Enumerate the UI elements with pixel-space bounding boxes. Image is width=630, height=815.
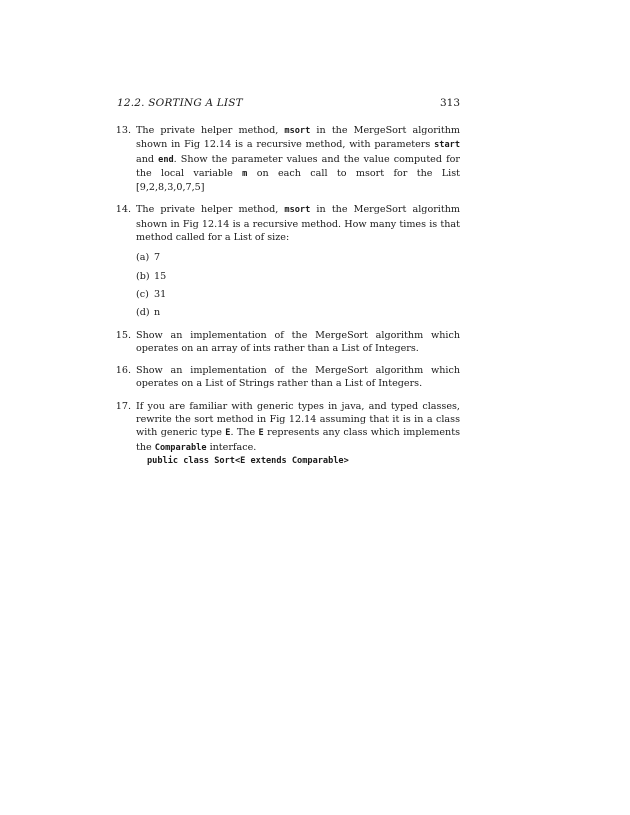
- exercise-number: 16.: [115, 365, 131, 377]
- option-label: (c): [136, 288, 149, 300]
- exercise-text: . The: [230, 427, 259, 439]
- exercise-text: represents any class which implements the: [136, 427, 460, 453]
- exercise-text: interface.: [206, 441, 257, 453]
- code-start: start: [434, 140, 460, 151]
- exercise-text: The private helper method,: [136, 125, 285, 136]
- size-option: [136, 270, 460, 283]
- exercise-text: . Show the parameter values and the value computed for the local variable: [136, 153, 461, 179]
- exercise-number: 13.: [115, 125, 131, 136]
- code-msort: msort: [284, 205, 311, 216]
- option-value: 31: [154, 288, 167, 300]
- exercise-17: [117, 400, 460, 468]
- size-options-list: [136, 251, 460, 319]
- textbook-page: [117, 96, 460, 477]
- exercise-text: The private helper method,: [136, 204, 285, 216]
- exercise-number: 15.: [115, 329, 131, 341]
- code-class-declaration: public class Sort<E extends Comparable>: [147, 455, 349, 466]
- size-option: [136, 306, 460, 319]
- size-option: [136, 251, 460, 264]
- exercise-15: [117, 329, 460, 356]
- exercise-text: on each call to msort for the List [9,2,8,3,0,7,5]: [136, 167, 460, 194]
- exercise-number: 14.: [115, 204, 131, 216]
- code-E: E: [258, 428, 264, 439]
- exercise-number: 17.: [115, 400, 131, 412]
- exercise-text: Show an implementation of the MergeSort algorithm which operates on a List of Strings rather than a List of Integers.: [136, 365, 460, 390]
- option-value: 7: [154, 252, 161, 264]
- option-label: (d): [136, 307, 150, 319]
- code-m: m: [242, 168, 248, 179]
- size-option: [136, 288, 460, 301]
- code-comparable: Comparable: [154, 442, 207, 453]
- option-label: (b): [136, 270, 150, 282]
- exercise-text: Show an implementation of the MergeSort algorithm which operates on an array of ints rather than a List of Integers.: [136, 329, 460, 354]
- option-value: 15: [154, 270, 167, 282]
- exercise-list: [117, 124, 460, 468]
- exercise-text: If you are familiar with generic types in java, and typed classes, rewrite the sort method in Fig 12.14 assuming that it is in a class with generic type: [136, 400, 460, 439]
- running-header: [117, 96, 460, 110]
- code-E: E: [225, 428, 231, 439]
- exercise-14: [117, 203, 460, 319]
- exercise-16: [117, 364, 460, 391]
- exercise-text: in the MergeSort algorithm shown in Fig 12.14 is a recursive method, with parameters: [136, 125, 460, 151]
- code-end: end: [158, 154, 174, 165]
- code-msort: msort: [284, 126, 311, 136]
- exercise-text: in the MergeSort algorithm shown in Fig 12.14 is a recursive method. How many times is that method called for a List of size:: [136, 204, 460, 244]
- option-label: (a): [136, 252, 150, 264]
- exercise-13: [117, 124, 460, 194]
- page-number: 313: [439, 97, 460, 109]
- option-value: n: [154, 307, 161, 319]
- exercise-text: and: [136, 153, 159, 165]
- section-title: 12.2. SORTING A LIST: [117, 97, 243, 109]
